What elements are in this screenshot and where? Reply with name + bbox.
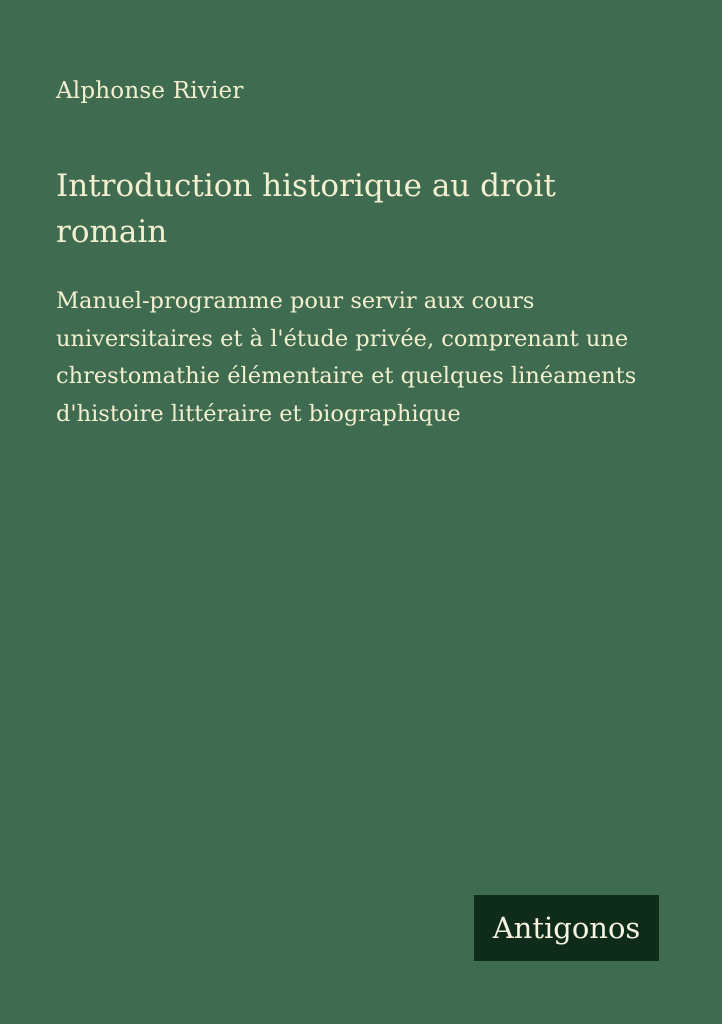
book-title: Introduction historique au droit romain [56, 168, 556, 250]
author-name: Alphonse Rivier [56, 78, 244, 104]
book-subtitle: Manuel-programme pour servir aux cours universitaires et à l'étude privée, comprenant une chrestomathie élémentaire et quelques linéaments d'histoire littéraire et biographique [56, 288, 637, 427]
publisher-label: Antigonos [474, 895, 659, 961]
